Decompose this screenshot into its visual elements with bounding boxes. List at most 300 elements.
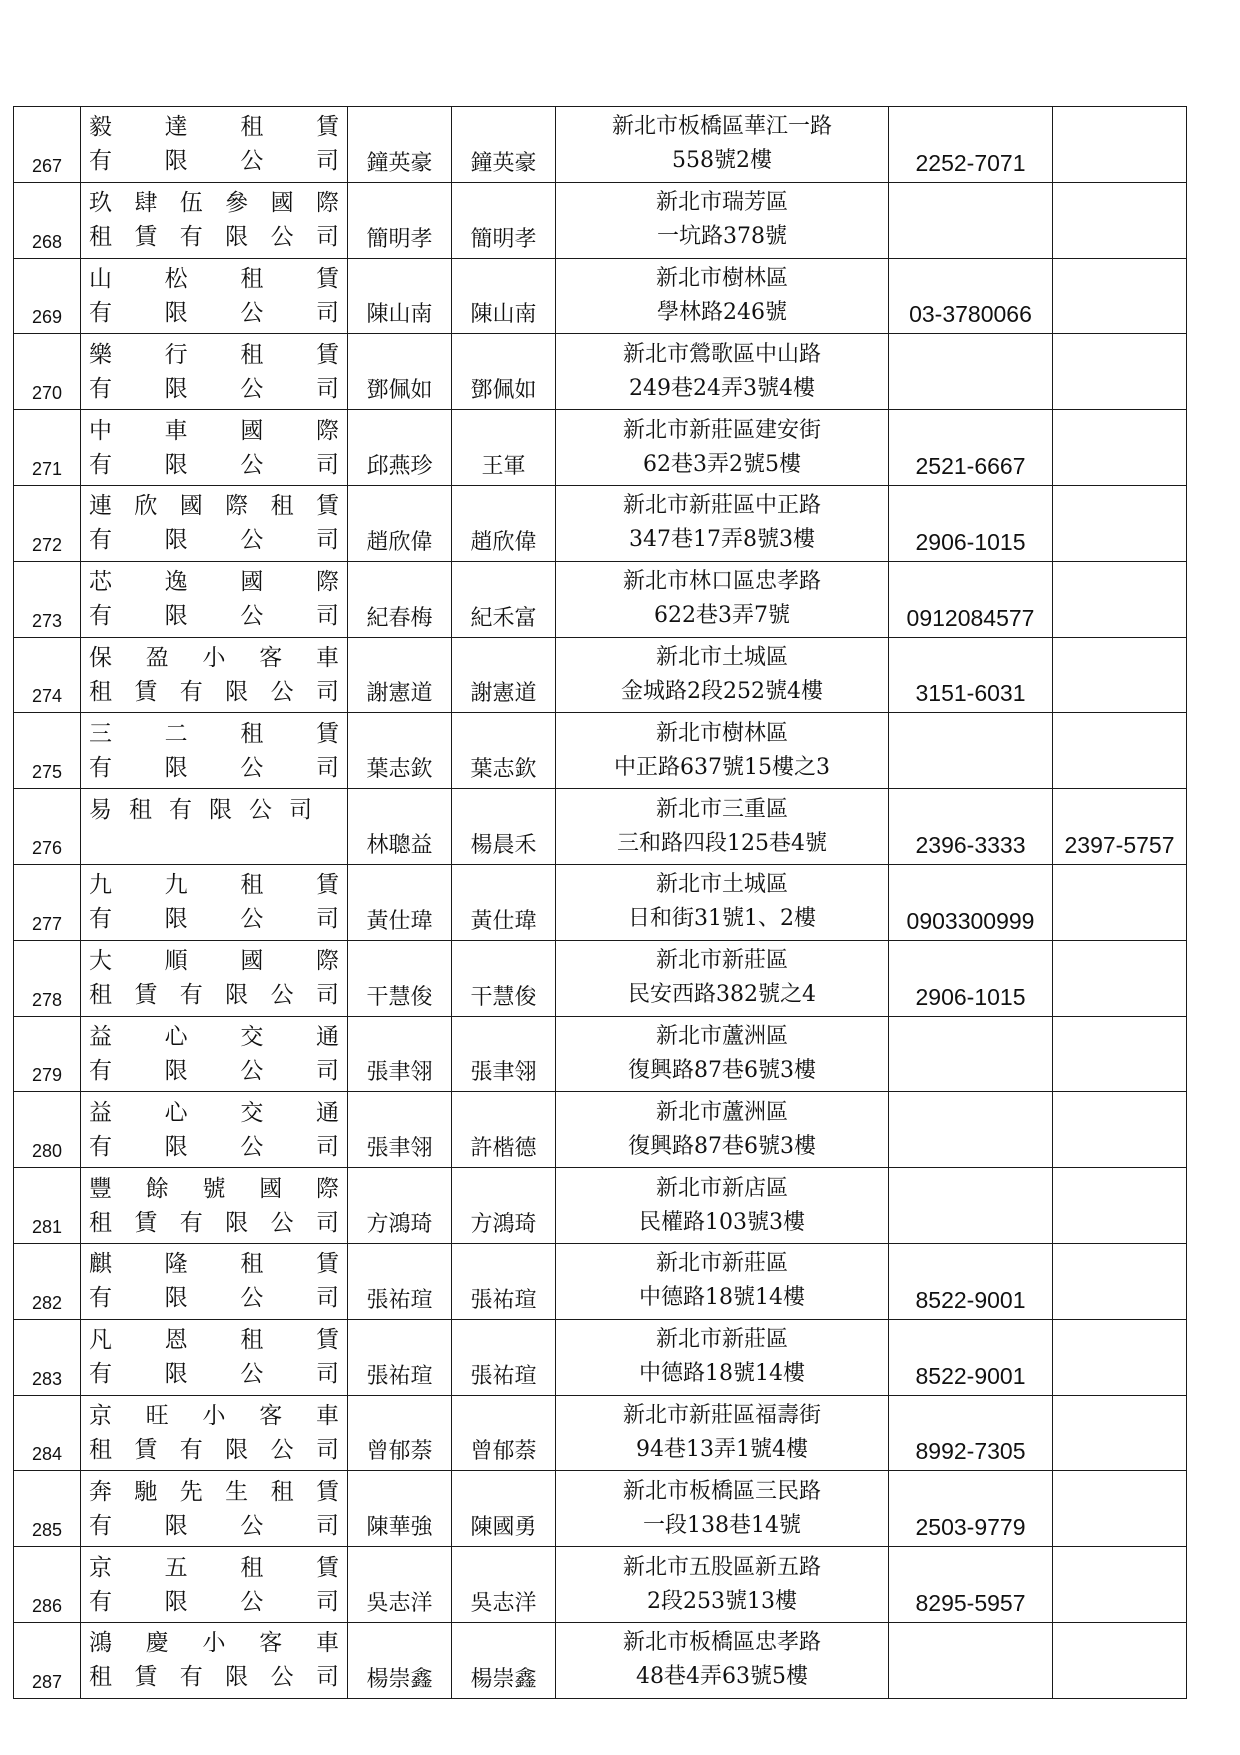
name-char: 公 (240, 1588, 264, 1615)
manager-name: 簡明孝 (452, 182, 556, 258)
row-number: 280 (14, 1092, 81, 1168)
company-name-line (89, 1626, 339, 1660)
row-number: 267 (14, 107, 81, 183)
company-name-line (89, 599, 339, 633)
company-name-line (89, 978, 339, 1012)
manager-name: 黃仕瑋 (452, 864, 556, 940)
name-char: 交 (240, 1099, 264, 1126)
name-char: 小 (202, 1402, 226, 1429)
name-char: 國 (240, 569, 264, 596)
table-row (14, 485, 1187, 561)
name-char: 有 (179, 224, 203, 251)
name-char: 益 (89, 1099, 112, 1126)
table-row (14, 1547, 1187, 1623)
name-char: 奔 (89, 1478, 112, 1505)
name-char: 小 (202, 1630, 226, 1657)
phone-number: 2396-3333 (889, 789, 1053, 865)
company-name-line (89, 793, 339, 827)
name-char: 司 (315, 906, 339, 933)
responsible-person: 張祐瑄 (348, 1243, 452, 1319)
name-char: 公 (240, 527, 264, 554)
address (556, 1547, 889, 1623)
name-char: 二 (164, 720, 188, 747)
row-number: 282 (14, 1243, 81, 1319)
address-line: 新北市土城區 (655, 872, 788, 898)
company-name-line (89, 489, 339, 523)
address-line: 金城路2段252號4樓 (621, 678, 823, 704)
name-char: 有 (89, 603, 112, 630)
name-char: 賃 (134, 224, 158, 251)
name-char: 參 (225, 190, 249, 217)
name-char: 租 (89, 678, 112, 705)
address (556, 485, 889, 561)
name-char: 有 (89, 1057, 112, 1084)
name-char: 公 (270, 1436, 294, 1463)
name-char: 凡 (89, 1327, 112, 1354)
address-line: 新北市鶯歌區中山路 (622, 341, 821, 367)
fax-number (1053, 182, 1187, 258)
name-char: 有 (179, 1209, 203, 1236)
fax-number (1053, 864, 1187, 940)
name-char: 公 (270, 224, 294, 251)
name-char: 易 (89, 796, 112, 823)
name-char: 連 (89, 493, 112, 520)
responsible-person: 葉志欽 (348, 713, 452, 789)
address-line: 復興路87巷6號3樓 (628, 1057, 816, 1083)
name-char: 司 (315, 224, 339, 251)
company-name-line (89, 717, 339, 751)
responsible-person: 邱燕珍 (348, 410, 452, 486)
address (556, 561, 889, 637)
phone-number: 2906-1015 (889, 485, 1053, 561)
name-char: 際 (316, 1175, 339, 1202)
company-name (81, 1016, 348, 1092)
name-char: 際 (225, 493, 249, 520)
phone-number: 3151-6031 (889, 637, 1053, 713)
name-char: 限 (164, 754, 188, 781)
rental-company-table (13, 106, 1187, 1699)
name-char: 公 (270, 1664, 294, 1691)
company-name (81, 1168, 348, 1244)
name-char: 賃 (134, 678, 158, 705)
name-char: 國 (240, 948, 264, 975)
table-body (14, 107, 1187, 1699)
address (556, 1243, 889, 1319)
name-char: 小 (202, 644, 226, 671)
company-name (81, 1622, 348, 1698)
name-char: 限 (164, 527, 188, 554)
manager-name: 干慧俊 (452, 940, 556, 1016)
fax-number (1053, 1319, 1187, 1395)
name-char: 馳 (134, 1478, 158, 1505)
name-char: 肆 (134, 190, 158, 217)
table-row (14, 561, 1187, 637)
name-char: 限 (164, 1285, 188, 1312)
company-name-line (89, 372, 339, 406)
table-row (14, 107, 1187, 183)
address-line: 新北市新莊區 (655, 1327, 788, 1353)
fax-number (1053, 1168, 1187, 1244)
manager-name: 陳山南 (452, 258, 556, 334)
company-name (81, 940, 348, 1016)
name-char: 司 (289, 796, 312, 823)
responsible-person: 楊崇鑫 (348, 1622, 452, 1698)
table-row (14, 637, 1187, 713)
address (556, 713, 889, 789)
name-char: 五 (164, 1554, 188, 1581)
name-char: 賃 (315, 493, 339, 520)
address (556, 1168, 889, 1244)
company-name-line (89, 1020, 339, 1054)
name-char: 樂 (89, 341, 112, 368)
address (556, 1016, 889, 1092)
name-char: 國 (270, 190, 294, 217)
name-char: 賃 (315, 341, 339, 368)
name-char: 有 (179, 1664, 203, 1691)
name-char: 國 (259, 1175, 283, 1202)
name-char: 有 (89, 754, 112, 781)
address-line: 94巷13弄1號4樓 (636, 1436, 808, 1462)
name-char: 有 (89, 1361, 112, 1388)
address-line: 558號2樓 (672, 148, 772, 174)
name-char: 限 (225, 982, 249, 1009)
responsible-person: 簡明孝 (348, 182, 452, 258)
name-char: 公 (240, 375, 264, 402)
address (556, 1319, 889, 1395)
name-char: 客 (259, 644, 283, 671)
manager-name: 張祐瑄 (452, 1319, 556, 1395)
name-char: 有 (169, 796, 192, 823)
name-char: 司 (315, 1285, 339, 1312)
address-line: 一坑路378號 (657, 224, 787, 250)
name-char: 九 (89, 872, 112, 899)
name-char: 有 (89, 451, 112, 478)
company-name-line (89, 1054, 339, 1088)
name-char: 大 (89, 948, 112, 975)
company-name (81, 864, 348, 940)
manager-name: 葉志欽 (452, 713, 556, 789)
name-char: 限 (225, 678, 249, 705)
name-char: 有 (179, 678, 203, 705)
company-name-line (89, 641, 339, 675)
name-char: 公 (240, 1057, 264, 1084)
phone-number (889, 1016, 1053, 1092)
company-name-line (89, 448, 339, 482)
name-char: 車 (316, 1630, 339, 1657)
address (556, 410, 889, 486)
company-name-line (89, 827, 339, 861)
phone-number (889, 334, 1053, 410)
name-char: 司 (315, 1133, 339, 1160)
name-char: 限 (164, 148, 188, 175)
name-char: 司 (315, 754, 339, 781)
company-name-line (89, 1323, 339, 1357)
name-char: 賃 (315, 265, 339, 292)
address-line: 新北市五股區新五路 (622, 1554, 821, 1580)
name-char: 租 (240, 114, 264, 141)
company-name (81, 1471, 348, 1547)
address-line: 新北市瑞芳區 (655, 190, 788, 216)
company-name-line (89, 565, 339, 599)
manager-name: 張祐瑄 (452, 1243, 556, 1319)
address-line: 新北市蘆洲區 (655, 1099, 788, 1125)
name-char: 限 (225, 1664, 249, 1691)
name-char: 玖 (89, 190, 112, 217)
manager-name: 謝憲道 (452, 637, 556, 713)
manager-name: 王軍 (452, 410, 556, 486)
row-number: 284 (14, 1395, 81, 1471)
company-name-line (89, 1509, 339, 1543)
name-char: 鴻 (89, 1630, 112, 1657)
name-char: 京 (89, 1402, 112, 1429)
name-char: 公 (240, 906, 264, 933)
name-char: 租 (89, 982, 112, 1009)
address-line: 新北市新莊區中正路 (622, 493, 821, 519)
name-char: 限 (225, 1209, 249, 1236)
fax-number (1053, 485, 1187, 561)
phone-number: 2521-6667 (889, 410, 1053, 486)
name-char: 限 (164, 375, 188, 402)
table-row (14, 1168, 1187, 1244)
address-line: 347巷17弄8號3樓 (629, 527, 815, 553)
table-row (14, 410, 1187, 486)
name-char: 租 (270, 1478, 294, 1505)
name-char: 車 (316, 644, 339, 671)
address-line: 新北市板橋區三民路 (622, 1478, 821, 1504)
address (556, 258, 889, 334)
address-line: 2段253號13樓 (647, 1588, 797, 1614)
name-char: 有 (179, 982, 203, 1009)
responsible-person: 方鴻琦 (348, 1168, 452, 1244)
fax-number (1053, 1016, 1187, 1092)
address-line: 新北市板橋區華江一路 (611, 114, 832, 140)
company-name-line (89, 338, 339, 372)
company-name-line (89, 1433, 339, 1467)
name-char: 租 (270, 493, 294, 520)
company-name-line (89, 1660, 339, 1694)
name-char: 有 (89, 375, 112, 402)
row-number: 277 (14, 864, 81, 940)
name-char: 車 (164, 417, 188, 444)
manager-name: 趙欣偉 (452, 485, 556, 561)
table-row (14, 1395, 1187, 1471)
name-char: 限 (225, 1436, 249, 1463)
name-char: 公 (240, 1361, 264, 1388)
name-char: 有 (89, 1512, 112, 1539)
row-number: 283 (14, 1319, 81, 1395)
name-char: 麒 (89, 1251, 112, 1278)
name-char: 賃 (315, 1327, 339, 1354)
address (556, 334, 889, 410)
address (556, 940, 889, 1016)
name-char: 達 (164, 114, 188, 141)
address-line: 中德路18號14樓 (639, 1361, 805, 1387)
phone-number: 8522-9001 (889, 1319, 1053, 1395)
name-char: 伍 (179, 190, 203, 217)
phone-number: 8522-9001 (889, 1243, 1053, 1319)
manager-name: 張聿翎 (452, 1016, 556, 1092)
name-char: 公 (240, 754, 264, 781)
table-row (14, 1622, 1187, 1698)
fax-number (1053, 258, 1187, 334)
address-line: 62巷3弄2號5樓 (643, 451, 801, 477)
name-char: 限 (164, 1361, 188, 1388)
address-line: 新北市新莊區 (655, 1251, 788, 1277)
name-char: 有 (89, 1133, 112, 1160)
name-char: 客 (259, 1402, 283, 1429)
responsible-person: 趙欣偉 (348, 485, 452, 561)
address-line: 新北市新店區 (655, 1175, 788, 1201)
company-name (81, 561, 348, 637)
address-line: 新北市林口區忠孝路 (622, 569, 821, 595)
table-row (14, 789, 1187, 865)
name-char: 限 (225, 224, 249, 251)
address-line: 民權路103號3樓 (639, 1209, 805, 1235)
company-name-line (89, 1130, 339, 1164)
responsible-person: 黃仕瑋 (348, 864, 452, 940)
table-row (14, 713, 1187, 789)
company-name-line (89, 1172, 339, 1206)
address-line: 學林路246號 (657, 299, 787, 325)
table-row (14, 1016, 1187, 1092)
company-name-line (89, 1281, 339, 1315)
fax-number (1053, 1471, 1187, 1547)
address (556, 1395, 889, 1471)
address-line: 一段138巷14號 (643, 1512, 801, 1538)
address (556, 1622, 889, 1698)
name-char: 心 (164, 1023, 188, 1050)
name-char: 公 (270, 678, 294, 705)
fax-number (1053, 561, 1187, 637)
name-char: 租 (240, 1251, 264, 1278)
name-char: 慶 (145, 1630, 169, 1657)
name-char: 限 (164, 1133, 188, 1160)
manager-name: 楊晨禾 (452, 789, 556, 865)
company-name-line (89, 902, 339, 936)
address-line: 新北市板橋區忠孝路 (622, 1630, 821, 1656)
responsible-person: 吳志洋 (348, 1547, 452, 1623)
name-char: 益 (89, 1023, 112, 1050)
name-char: 公 (240, 1512, 264, 1539)
address-line: 249巷24弄3號4樓 (629, 375, 815, 401)
name-char: 租 (89, 1436, 112, 1463)
company-name-line (89, 675, 339, 709)
table-row (14, 1471, 1187, 1547)
name-char: 賃 (134, 1664, 158, 1691)
responsible-person: 陳山南 (348, 258, 452, 334)
name-char: 限 (164, 299, 188, 326)
name-char: 賃 (315, 1478, 339, 1505)
address-line: 新北市新莊區福壽街 (622, 1402, 821, 1428)
name-char: 限 (164, 906, 188, 933)
name-char: 租 (89, 1664, 112, 1691)
name-char: 限 (164, 451, 188, 478)
phone-number (889, 182, 1053, 258)
name-char: 公 (240, 148, 264, 175)
name-char: 公 (270, 982, 294, 1009)
row-number: 279 (14, 1016, 81, 1092)
name-char: 租 (129, 796, 152, 823)
responsible-person: 林聰益 (348, 789, 452, 865)
name-char: 公 (240, 603, 264, 630)
address-line: 48巷4弄63號5樓 (636, 1664, 808, 1690)
table-row (14, 258, 1187, 334)
name-char: 租 (240, 872, 264, 899)
name-char: 客 (259, 1630, 283, 1657)
table-row (14, 940, 1187, 1016)
name-char: 餘 (145, 1175, 169, 1202)
company-name (81, 485, 348, 561)
row-number: 272 (14, 485, 81, 561)
name-char: 限 (164, 1512, 188, 1539)
name-char: 逸 (164, 569, 188, 596)
phone-number (889, 713, 1053, 789)
name-char: 司 (315, 1436, 339, 1463)
phone-number (889, 1092, 1053, 1168)
name-char: 盈 (145, 644, 169, 671)
name-char: 有 (89, 1588, 112, 1615)
name-char: 有 (89, 148, 112, 175)
name-char: 有 (89, 906, 112, 933)
company-name-line (89, 186, 339, 220)
address-line: 新北市新莊區建安街 (622, 417, 821, 443)
name-char: 司 (315, 375, 339, 402)
company-name-line (89, 220, 339, 254)
responsible-person: 張聿翎 (348, 1092, 452, 1168)
name-char: 保 (89, 644, 112, 671)
manager-name: 楊崇鑫 (452, 1622, 556, 1698)
address-line: 新北市三重區 (655, 796, 788, 822)
address (556, 107, 889, 183)
row-number: 286 (14, 1547, 81, 1623)
manager-name: 許楷德 (452, 1092, 556, 1168)
company-name-line (89, 1096, 339, 1130)
phone-number: 2252-7071 (889, 107, 1053, 183)
name-char: 有 (179, 1436, 203, 1463)
name-char: 賃 (315, 720, 339, 747)
fax-number (1053, 334, 1187, 410)
name-char: 恩 (164, 1327, 188, 1354)
name-char: 限 (209, 796, 232, 823)
company-name-line (89, 868, 339, 902)
responsible-person: 張聿翎 (348, 1016, 452, 1092)
address (556, 789, 889, 865)
responsible-person: 紀春梅 (348, 561, 452, 637)
name-char: 限 (164, 1588, 188, 1615)
name-char: 公 (249, 796, 272, 823)
manager-name: 陳國勇 (452, 1471, 556, 1547)
name-char: 司 (315, 451, 339, 478)
fax-number (1053, 637, 1187, 713)
name-char: 有 (89, 527, 112, 554)
company-name-line (89, 1357, 339, 1391)
address (556, 182, 889, 258)
name-char: 租 (240, 1327, 264, 1354)
row-number: 274 (14, 637, 81, 713)
table-row (14, 1092, 1187, 1168)
name-char: 租 (240, 1554, 264, 1581)
company-name (81, 637, 348, 713)
table-row (14, 334, 1187, 410)
name-char: 順 (164, 948, 188, 975)
name-char: 通 (315, 1023, 339, 1050)
address-line: 中正路637號15樓之3 (614, 754, 830, 780)
company-name-line (89, 1475, 339, 1509)
company-name (81, 1547, 348, 1623)
row-number: 278 (14, 940, 81, 1016)
name-char: 賃 (315, 872, 339, 899)
row-number: 287 (14, 1622, 81, 1698)
